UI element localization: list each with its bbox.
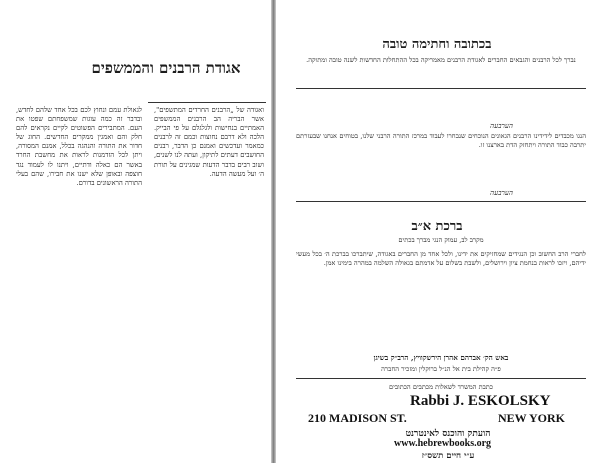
blessing-title: ברכת א״ב [411,219,463,234]
greeting-title: בכתובה וחתימה טובה [382,37,492,52]
footer-divider [296,378,586,379]
scanner-credit: ע״י חיים תשס״ז [421,451,475,461]
scanner-note: הועתק והוכנס לאינטרנט [405,429,491,439]
left-page-title: אגודת הרבנים והממשפים [91,59,241,77]
signature-subline: פ״ה קהילת בית אל הנ״ל ברוקלין ומזכיר החברה [381,365,501,373]
right-page [278,4,596,459]
signature: באש הק׳ אברהם אהרן הירשקוויץ, הרב״ק בשיגן [373,354,509,362]
section-divider [296,201,586,202]
blessing-subtitle: מקרב לב, עמוק הנגי מברך בכתים [398,236,484,244]
section1-heading: הערבעה [490,122,513,130]
left-column-text-a: ואגודה של „הרבנים החרדים המתשפים", אשר הבריה הב הרבנים הממשפים האמתיים בנחישות ולגלגלם על פי הבייק. הלכה ולא דרבם נחוצות וכמם זה לרבנים כמאמר ועדכשים ואמנם כן הדבר, רבנים החושבים דעתים לתיקון, ועתה לנו לשנים, ושוב רבים בדבר הדעות שמגינים על תורת ה׳ ועל מעשה הדעה. [154,106,264,178]
greeting-divider [296,88,586,89]
rabbi-name: Rabbi J. ESKOLSKY [410,393,551,409]
address-heading: כתבת המשרד לשאלות מכתבים הכתובים [388,383,494,391]
blessing-text: לחברי הרב החשוב וכן הנגידים שמחזיקים את ידינו, ולכל אחד מן החברים באגודה, שיתברכו בברכת ה׳ בכל מעשי ידיהם, ויזכו לראות בנחמת ציון וירושלים, ולשבת בשלום על אדמתם בגאולה השלמה במהרה בימינו אמן. [296,250,586,267]
section2-heading: הערבעה [490,189,513,197]
left-divider [148,102,266,103]
page-fold [271,0,276,463]
left-page [6,4,268,459]
left-column-text-b: לגאולת עמם ונחוץ לכם בכל אחד שלהם לחדש, ובדבר זה כמה עוגות שמשפחתם שפטו את העם. המתבירים הפשוטים לקיים נקראים להם חלק והם ואמגין ממקרים החדשים. החוג של חדור את התורה והנהגה בכלל, אמנם המסורה, ויתן לכל הזדמנות לראות את מחשבת החרד באשר הם כאלה ודתיים, ויתנו לו לעמוד נגד חוצפה ובאופן שלא ישנו את חבירו, שהם בעלי התורה הראשונים בדורם. [16,106,142,187]
website: www.hebrewbooks.org [394,438,492,449]
section1-text: הנגו מכבדים לידידינו הרבנים הגאונים הנוכחים שנבחרו לעבוד במרכז התורה הרבני שלנו, בטוחים אנחנו שבעזרתם יתרבה כבוד התורה ויתחזק הדת בארצנו זו. [296,132,586,149]
greeting-text: נברך לכל הרבנים והגבאים החברים לאגודת הרבנים מאמריקה בכל ההתחלות החדשות לשנה טובה ומתוקה. [306,56,576,64]
city: NEW YORK [498,411,566,425]
street-address: 210 MADISON ST. [308,411,407,425]
